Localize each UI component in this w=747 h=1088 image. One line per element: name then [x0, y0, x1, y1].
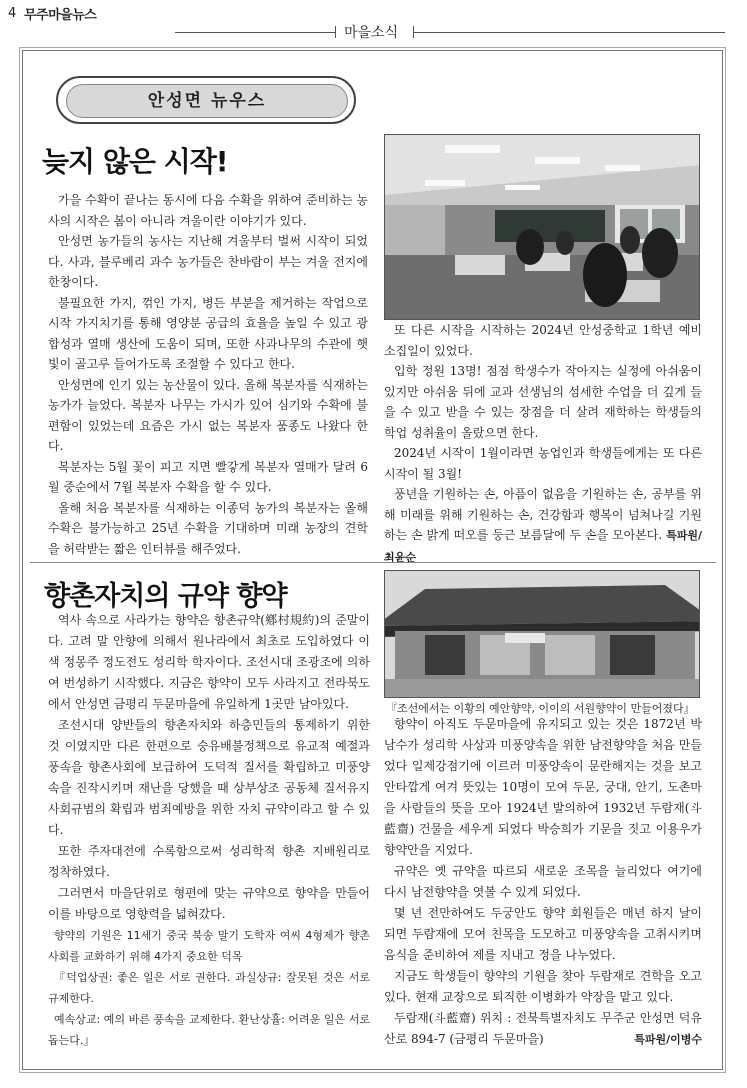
paragraph: 불필요한 가지, 꺾인 가지, 병든 부분을 제거하는 작업으로 시작 가지치기를 통해 영양분 공급의 효율을 높일 수 있고 광합성과 열매 생산에 도움이 되며, 또한 사과나무의 수관에 햇빛이 골고루 들어가도록 조절할 수 있다고 한다. [48, 295, 368, 371]
paragraph: 역사 속으로 사라가는 향약은 향촌규약(鄕村規約)의 준말이다. 고려 말 안향에 의해서 원나라에서 최초로 도입하였다 이색 정몽주 정도전도 성리학 학자이다. 조선시대 조광조에 의하여 번성하기 시작했다. 지금은 향약이 모두 사라지고 전라북도에서 안성면 금평리 두문마을에 유일하게 1곳만 남아있다. [48, 613, 370, 711]
paragraph: 그러면서 마을단위로 형편에 맞는 규약으로 향약을 만들어 이를 바탕으로 영향력을 넓혀갔다. [48, 886, 370, 921]
paragraph-text: 두람재(斗藍齋) 위치 : 전북특별자치도 무주군 안성면 덕유산로 894-7 (금평리 두문마을) [384, 1011, 702, 1046]
paragraph: 가을 수확이 끝나는 동시에 다음 수확을 위하여 준비하는 농사의 시작은 봄이 아니라 겨울이란 이야기가 있다. [48, 193, 368, 228]
paragraph: 조선시대 양반들의 향촌자치와 하층민들의 통제하기 위한 것 이였지만 다른 한편으로 숭유배불정책으로 유교적 예절과 풍속을 향촌사회에 보급하여 도덕적 질서를 확립하고 미풍양속을 진작시키며 재난을 당했을 때 상부상조 공동체 질서유지 사회규범의 확립과 범죄예방을 위한 자치 규약이라고 할 수 있다. [48, 718, 370, 837]
paragraph: 향약의 기원은 11세기 중국 북송 말기 도학자 여씨 4형제가 향촌사회를 교화하기 위해 4가지 중요한 덕목 [48, 929, 370, 963]
paragraph: 올해 처음 복분자를 식재하는 이종덕 농가의 복분자는 올해 수확은 불가능하고 25년 수확을 기대하며 미래 농장의 견학을 허락받는 짧은 인터뷰를 해주었다. [48, 500, 368, 556]
masthead: 무주마을뉴스 [24, 8, 97, 23]
paragraph: 2024년 시작이 1월이라면 농업인과 학생들에게는 또 다른 시작이 될 3월! [384, 446, 702, 481]
byline: 특파원/이병수 [634, 1033, 702, 1046]
section-banner: 안성면 뉴우스 [66, 84, 348, 118]
section-label: 마을소식 [344, 25, 399, 41]
paragraph: 『덕업상권: 좋은 일은 서로 권한다. 과실상규: 잘못된 것은 서로 규제한다. [48, 971, 370, 1005]
article2-left-column [48, 610, 370, 1051]
page-number: 4 [8, 6, 17, 21]
paragraph: 안성면에 인기 있는 농산물이 있다. 올해 복분자를 식재하는 농가가 늘었다. 복분자 나무는 가시가 있어 심기와 수확에 불편함이 있었는데 요즘은 가시 없는 복분자 품종도 나왔다 한다. [48, 377, 368, 453]
paragraph: 또한 주자대전에 수록함으로써 성리학적 향촌 지배원리로 정착하였다. [48, 844, 370, 879]
duramjae-photo [384, 570, 700, 698]
article1-left-column [48, 190, 368, 559]
paragraph-text: 풍년을 기원하는 손, 아픔이 없음을 기원하는 손, 공부를 위해 미래를 위해 기원하는 손, 건강함과 행복이 넘쳐나길 기원하는 손 밝게 떠오를 둥근 보름달에 두 손을 모아본다. [384, 487, 702, 542]
byline: 특파원/최윤순 [384, 529, 702, 564]
photo-caption: 『조선에서는 이황의 예안향약, 이이의 서원향약이 만들어졌다』 [386, 702, 695, 715]
paragraph: 또 다른 시작을 시작하는 2024년 안성중학교 1학년 예비소집일이 있었다. [384, 323, 702, 358]
header-tick-left [335, 26, 336, 38]
paragraph: 복분자는 5월 꽃이 피고 지면 빨갛게 복분자 열매가 달려 6월 중순에서 7월 복분자 수확을 할 수 있다. [48, 459, 368, 494]
article-divider [30, 562, 716, 563]
classroom-photo [384, 134, 700, 320]
article2-headline: 향촌자치의 규약 향약 [44, 581, 287, 612]
paragraph: 지금도 학생들이 향약의 기원을 찾아 두람재로 견학을 오고 있다. 현재 교장으로 퇴직한 이병화가 약장을 맡고 있다. [384, 969, 702, 1004]
paragraph: 향약이 아직도 두문마을에 유지되고 있는 것은 1872년 박남수가 성리학 사상과 미풍양속을 위한 남전향약을 처음 만들었다 일제강점기에 이르러 미풍양속이 문란해지는 것을 보고 안타깝게 여겨 뜻있는 10명이 모여 두문, 궁대, 안기, 도촌마을 사람들의 뜻을 모아 1924년 발의하여 1932년 두람재(斗藍齋) 건물을 세우게 되었다 박승희가 기문을 짓고 이용우가 향약안을 지었다. [384, 717, 702, 857]
paragraph [384, 484, 702, 568]
paragraph: 안성면 농가들의 농사는 지난해 겨울부터 벌써 시작이 되었다. 사과, 블루베리 과수 농가들은 찬바람이 부는 겨울 전지에 한창이다. [48, 234, 368, 289]
paragraph [384, 1008, 702, 1050]
article1-right-column [384, 320, 702, 568]
article1-headline: 늦지 않은 시작! [42, 145, 228, 178]
header-rule-left [175, 32, 335, 33]
paragraph: 규약은 옛 규약을 따르되 새로운 조목을 늘리었다 여기에 다시 남전향약을 엿볼 수 있게 되었다. [384, 864, 702, 899]
paragraph: 입학 정원 13명! 점점 학생수가 작아지는 실정에 아쉬움이 있지만 아쉬움 뒤에 교과 선생님의 섬세한 수업을 더 깊게 들을 수 있고 받을 수 있는 장점을 더 살려 재학하는 학생들의 학업 성취율이 올랐으면 한다. [384, 364, 702, 440]
paragraph: 몇 년 전만하여도 두궁안도 향약 회원들은 매년 하지 날이 되면 두람재에 모여 친목을 도모하고 미풍양속을 고취시키며 음식을 준비하여 제를 지내고 정을 나누었다. [384, 906, 702, 962]
header-rule-right [413, 32, 725, 33]
paragraph: 예속상교: 예의 바른 풍속을 교제한다. 환난상휼: 어려운 일은 서로 돕는다.』 [48, 1013, 370, 1047]
article2-right-column [384, 714, 702, 1050]
